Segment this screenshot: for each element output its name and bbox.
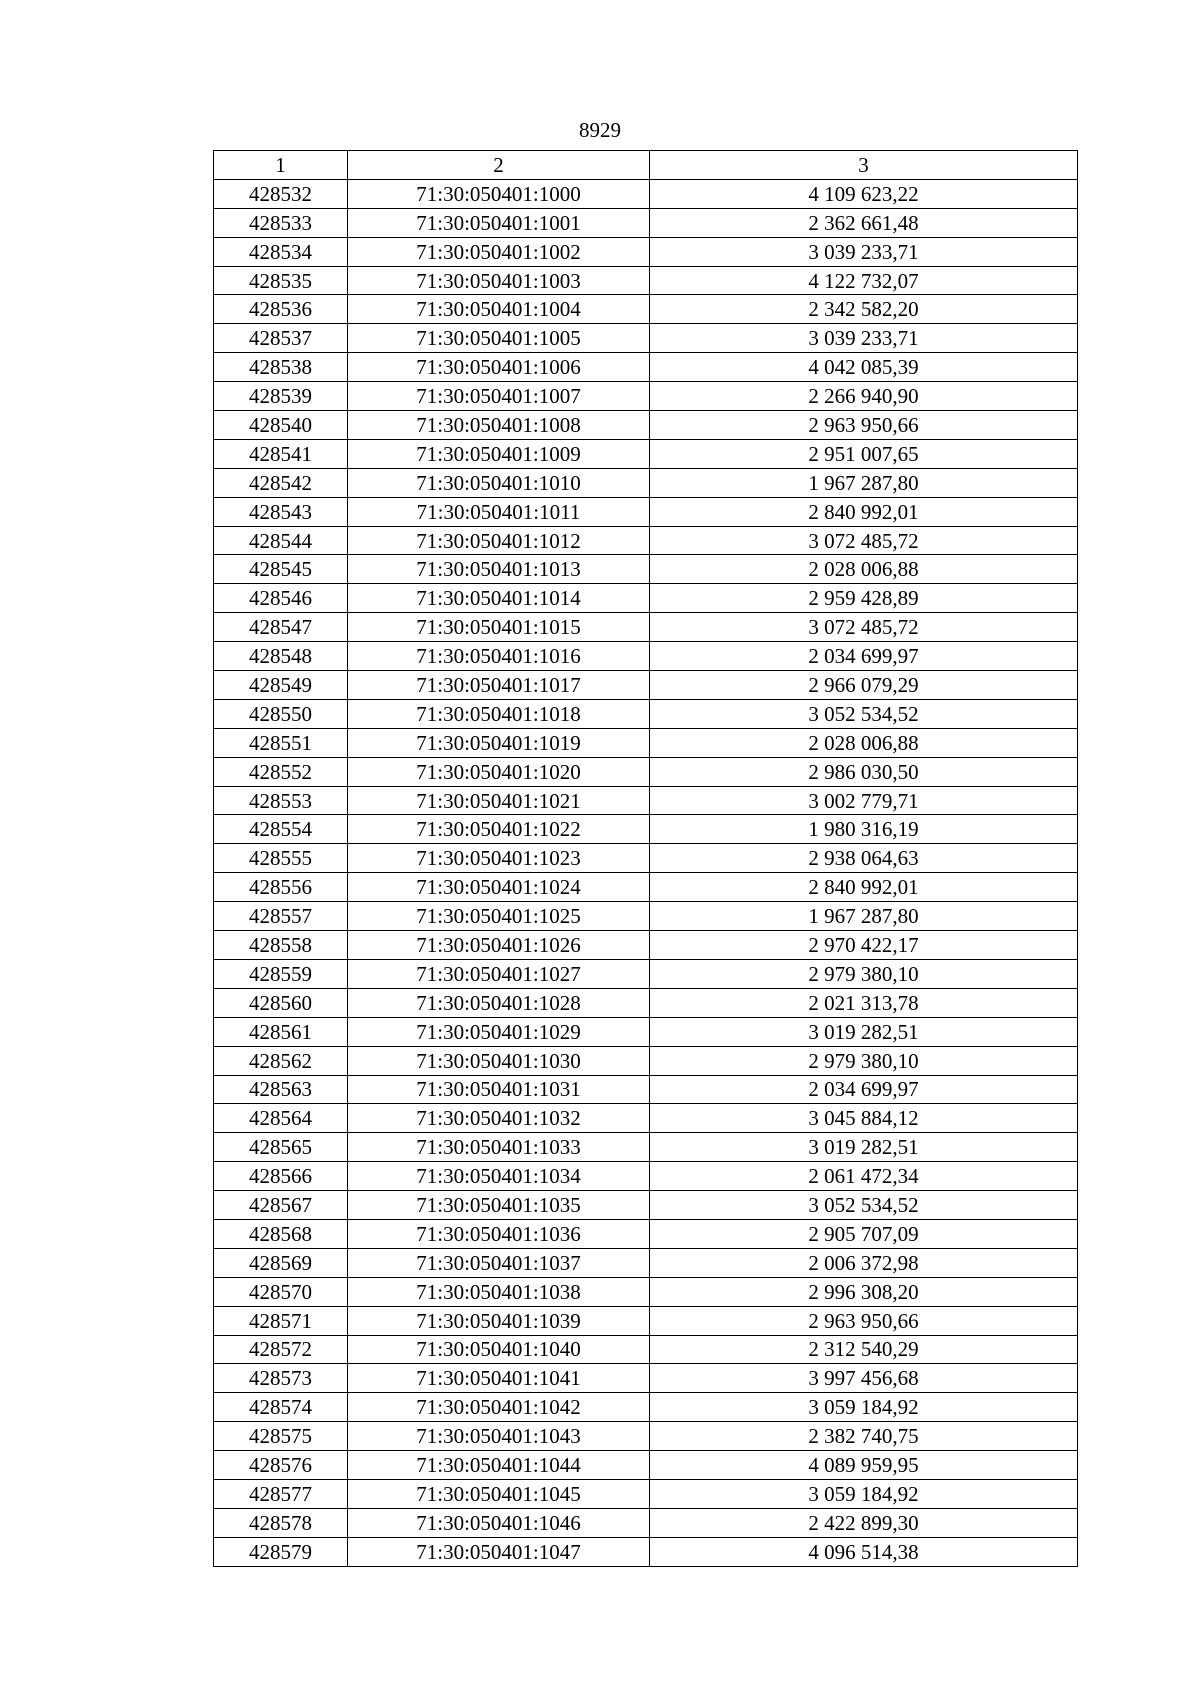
table-row [214,1191,1078,1220]
cadastral-number-cell: 71:30:050401:1012 [348,526,650,555]
cadastral-number-cell: 71:30:050401:1037 [348,1248,650,1277]
table-row [214,757,1078,786]
table-row [214,699,1078,728]
cadastral-number-cell: 71:30:050401:1044 [348,1451,650,1480]
row-number-cell: 428560 [214,988,348,1017]
cadastral-number-cell: 71:30:050401:1025 [348,902,650,931]
table-row [214,671,1078,700]
table-row [214,1451,1078,1480]
table-row [214,1537,1078,1566]
table-row [214,1219,1078,1248]
value-cell: 2 362 661,48 [650,208,1078,237]
value-cell: 1 967 287,80 [650,468,1078,497]
cadastral-number-cell: 71:30:050401:1011 [348,497,650,526]
cadastral-number-cell: 71:30:050401:1023 [348,844,650,873]
row-number-cell: 428561 [214,1017,348,1046]
table-row [214,382,1078,411]
row-number-cell: 428537 [214,324,348,353]
row-number-cell: 428577 [214,1479,348,1508]
table-row [214,1277,1078,1306]
cadastral-number-cell: 71:30:050401:1007 [348,382,650,411]
row-number-cell: 428533 [214,208,348,237]
row-number-cell: 428538 [214,353,348,382]
value-cell: 2 966 079,29 [650,671,1078,700]
cadastral-number-cell: 71:30:050401:1016 [348,642,650,671]
value-cell: 2 970 422,17 [650,931,1078,960]
table-row [214,815,1078,844]
table-row [214,1393,1078,1422]
table-row [214,1364,1078,1393]
cadastral-number-cell: 71:30:050401:1024 [348,873,650,902]
table-row [214,1508,1078,1537]
cadastral-number-cell: 71:30:050401:1030 [348,1046,650,1075]
cadastral-number-cell: 71:30:050401:1004 [348,295,650,324]
table-row [214,1248,1078,1277]
table-row [214,497,1078,526]
cadastral-number-cell: 71:30:050401:1017 [348,671,650,700]
cadastral-number-cell: 71:30:050401:1010 [348,468,650,497]
table-row [214,613,1078,642]
value-cell: 3 039 233,71 [650,324,1078,353]
table-row [214,1422,1078,1451]
cadastral-number-cell: 71:30:050401:1039 [348,1306,650,1335]
cadastral-number-cell: 71:30:050401:1026 [348,931,650,960]
row-number-cell: 428535 [214,266,348,295]
value-cell: 2 963 950,66 [650,1306,1078,1335]
value-cell: 3 059 184,92 [650,1479,1078,1508]
value-cell: 3 072 485,72 [650,526,1078,555]
table-row [214,902,1078,931]
table-row [214,1133,1078,1162]
table-row [214,526,1078,555]
cadastral-number-cell: 71:30:050401:1020 [348,757,650,786]
table-row [214,844,1078,873]
row-number-cell: 428564 [214,1104,348,1133]
column-header-3: 3 [650,151,1078,180]
value-cell: 2 312 540,29 [650,1335,1078,1364]
row-number-cell: 428543 [214,497,348,526]
row-number-cell: 428573 [214,1364,348,1393]
table-row [214,786,1078,815]
table-row [214,237,1078,266]
value-cell: 2 382 740,75 [650,1422,1078,1451]
value-cell: 4 109 623,22 [650,179,1078,208]
row-number-cell: 428553 [214,786,348,815]
row-number-cell: 428569 [214,1248,348,1277]
row-number-cell: 428568 [214,1219,348,1248]
cadastral-number-cell: 71:30:050401:1008 [348,411,650,440]
value-cell: 2 266 940,90 [650,382,1078,411]
cadastral-number-cell: 71:30:050401:1028 [348,988,650,1017]
row-number-cell: 428552 [214,757,348,786]
table-header [214,151,1078,180]
value-cell: 3 072 485,72 [650,613,1078,642]
row-number-cell: 428556 [214,873,348,902]
table-row [214,439,1078,468]
table-row [214,468,1078,497]
table-row [214,1479,1078,1508]
row-number-cell: 428554 [214,815,348,844]
column-header-1: 1 [214,151,348,180]
table-row [214,1335,1078,1364]
value-cell: 4 122 732,07 [650,266,1078,295]
row-number-cell: 428576 [214,1451,348,1480]
cadastral-number-cell: 71:30:050401:1002 [348,237,650,266]
cadastral-number-cell: 71:30:050401:1041 [348,1364,650,1393]
value-cell: 2 840 992,01 [650,497,1078,526]
value-cell: 2 061 472,34 [650,1162,1078,1191]
cadastral-number-cell: 71:30:050401:1014 [348,584,650,613]
cadastral-number-cell: 71:30:050401:1046 [348,1508,650,1537]
row-number-cell: 428578 [214,1508,348,1537]
table-row [214,1104,1078,1133]
value-cell: 2 006 372,98 [650,1248,1078,1277]
row-number-cell: 428545 [214,555,348,584]
table-row [214,266,1078,295]
table-row [214,873,1078,902]
cadastral-number-cell: 71:30:050401:1021 [348,786,650,815]
table-row [214,324,1078,353]
data-table [213,150,1078,1567]
cadastral-number-cell: 71:30:050401:1047 [348,1537,650,1566]
table-row [214,411,1078,440]
cadastral-number-cell: 71:30:050401:1042 [348,1393,650,1422]
cadastral-number-cell: 71:30:050401:1005 [348,324,650,353]
cadastral-number-cell: 71:30:050401:1033 [348,1133,650,1162]
row-number-cell: 428549 [214,671,348,700]
row-number-cell: 428572 [214,1335,348,1364]
row-number-cell: 428546 [214,584,348,613]
cadastral-number-cell: 71:30:050401:1003 [348,266,650,295]
value-cell: 4 089 959,95 [650,1451,1078,1480]
value-cell: 2 028 006,88 [650,728,1078,757]
table-row [214,1017,1078,1046]
cadastral-number-cell: 71:30:050401:1035 [348,1191,650,1220]
value-cell: 2 034 699,97 [650,642,1078,671]
row-number-cell: 428547 [214,613,348,642]
row-number-cell: 428544 [214,526,348,555]
cadastral-number-cell: 71:30:050401:1036 [348,1219,650,1248]
table-row [214,642,1078,671]
value-cell: 2 840 992,01 [650,873,1078,902]
row-number-cell: 428551 [214,728,348,757]
cadastral-number-cell: 71:30:050401:1000 [348,179,650,208]
table-row [214,208,1078,237]
value-cell: 3 059 184,92 [650,1393,1078,1422]
cadastral-number-cell: 71:30:050401:1029 [348,1017,650,1046]
row-number-cell: 428532 [214,179,348,208]
value-cell: 3 039 233,71 [650,237,1078,266]
value-cell: 3 019 282,51 [650,1017,1078,1046]
value-cell: 2 959 428,89 [650,584,1078,613]
table-row [214,555,1078,584]
value-cell: 4 042 085,39 [650,353,1078,382]
value-cell: 3 052 534,52 [650,1191,1078,1220]
row-number-cell: 428550 [214,699,348,728]
row-number-cell: 428571 [214,1306,348,1335]
table-row [214,1046,1078,1075]
value-cell: 3 045 884,12 [650,1104,1078,1133]
row-number-cell: 428565 [214,1133,348,1162]
value-cell: 2 986 030,50 [650,757,1078,786]
row-number-cell: 428541 [214,439,348,468]
cadastral-number-cell: 71:30:050401:1019 [348,728,650,757]
value-cell: 1 980 316,19 [650,815,1078,844]
table-row [214,584,1078,613]
value-cell: 2 979 380,10 [650,1046,1078,1075]
row-number-cell: 428548 [214,642,348,671]
cadastral-number-cell: 71:30:050401:1043 [348,1422,650,1451]
row-number-cell: 428559 [214,959,348,988]
cadastral-number-cell: 71:30:050401:1009 [348,439,650,468]
value-cell: 3 997 456,68 [650,1364,1078,1393]
row-number-cell: 428567 [214,1191,348,1220]
row-number-cell: 428539 [214,382,348,411]
value-cell: 2 028 006,88 [650,555,1078,584]
row-number-cell: 428540 [214,411,348,440]
table-row [214,1306,1078,1335]
row-number-cell: 428563 [214,1075,348,1104]
table-row [214,295,1078,324]
value-cell: 4 096 514,38 [650,1537,1078,1566]
cadastral-number-cell: 71:30:050401:1013 [348,555,650,584]
cadastral-number-cell: 71:30:050401:1001 [348,208,650,237]
value-cell: 2 963 950,66 [650,411,1078,440]
cadastral-number-cell: 71:30:050401:1031 [348,1075,650,1104]
table-row [214,1075,1078,1104]
column-header-2: 2 [348,151,650,180]
table-row [214,988,1078,1017]
table-row [214,353,1078,382]
table-row [214,959,1078,988]
cadastral-number-cell: 71:30:050401:1034 [348,1162,650,1191]
value-cell: 2 938 064,63 [650,844,1078,873]
cadastral-number-cell: 71:30:050401:1015 [348,613,650,642]
row-number-cell: 428570 [214,1277,348,1306]
row-number-cell: 428579 [214,1537,348,1566]
page-number: 8929 [579,118,621,142]
value-cell: 2 422 899,30 [650,1508,1078,1537]
table-body [214,179,1078,1566]
cadastral-number-cell: 71:30:050401:1022 [348,815,650,844]
row-number-cell: 428555 [214,844,348,873]
row-number-cell: 428575 [214,1422,348,1451]
table-row [214,179,1078,208]
cadastral-number-cell: 71:30:050401:1040 [348,1335,650,1364]
cadastral-number-cell: 71:30:050401:1018 [348,699,650,728]
row-number-cell: 428566 [214,1162,348,1191]
value-cell: 2 342 582,20 [650,295,1078,324]
value-cell: 2 021 313,78 [650,988,1078,1017]
cadastral-number-cell: 71:30:050401:1027 [348,959,650,988]
value-cell: 3 019 282,51 [650,1133,1078,1162]
cadastral-number-cell: 71:30:050401:1038 [348,1277,650,1306]
cadastral-number-cell: 71:30:050401:1032 [348,1104,650,1133]
row-number-cell: 428574 [214,1393,348,1422]
value-cell: 2 979 380,10 [650,959,1078,988]
cadastral-number-cell: 71:30:050401:1006 [348,353,650,382]
row-number-cell: 428558 [214,931,348,960]
value-cell: 3 052 534,52 [650,699,1078,728]
row-number-cell: 428557 [214,902,348,931]
row-number-cell: 428536 [214,295,348,324]
row-number-cell: 428534 [214,237,348,266]
table-row [214,931,1078,960]
value-cell: 1 967 287,80 [650,902,1078,931]
value-cell: 2 996 308,20 [650,1277,1078,1306]
value-cell: 2 905 707,09 [650,1219,1078,1248]
value-cell: 2 034 699,97 [650,1075,1078,1104]
value-cell: 2 951 007,65 [650,439,1078,468]
header-row [214,151,1078,180]
value-cell: 3 002 779,71 [650,786,1078,815]
table-row [214,1162,1078,1191]
row-number-cell: 428542 [214,468,348,497]
table-row [214,728,1078,757]
cadastral-number-cell: 71:30:050401:1045 [348,1479,650,1508]
row-number-cell: 428562 [214,1046,348,1075]
